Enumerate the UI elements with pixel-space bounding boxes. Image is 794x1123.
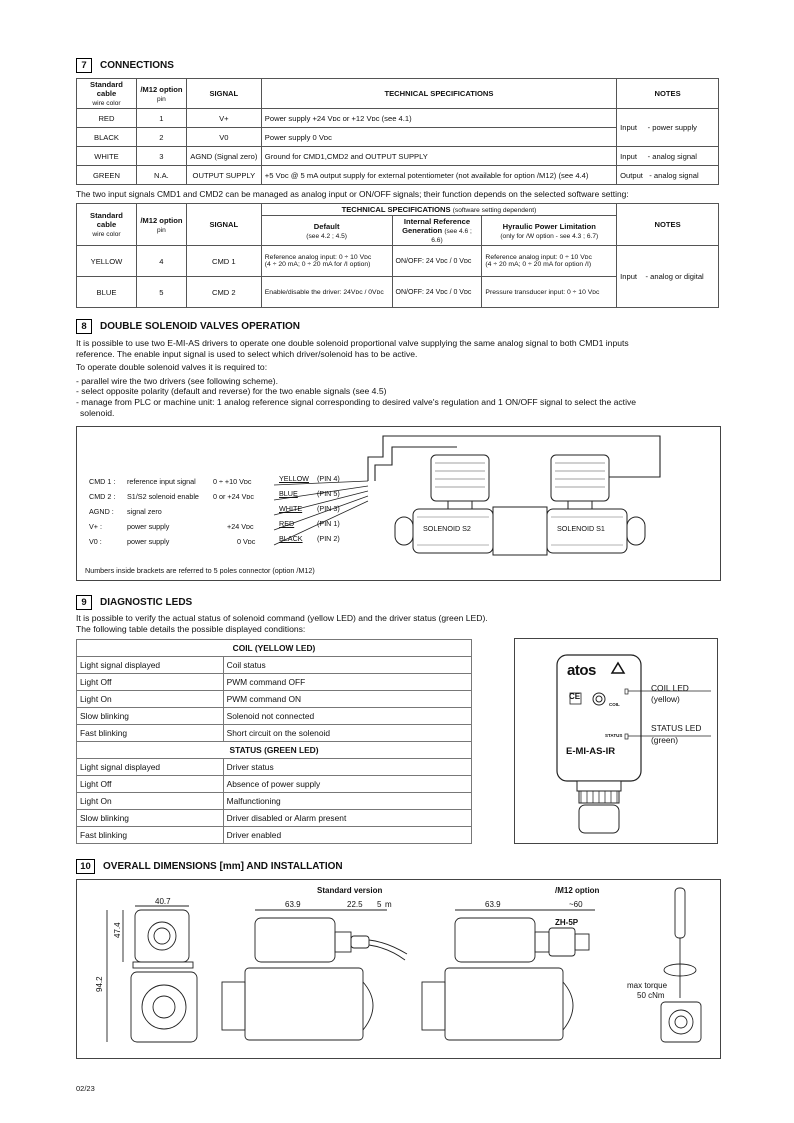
status-led-label: STATUS LED [651, 723, 702, 733]
table-row: Light Off Absence of power supply [77, 776, 472, 793]
table-row [77, 147, 719, 166]
table-row: Light signal displayed Driver status [77, 759, 472, 776]
table-row: Slow blinking Driver disabled or Alarm present [77, 810, 472, 827]
status-led-color: (green) [651, 735, 678, 745]
dim-60: ~60 [569, 900, 583, 909]
coil-header: COIL (YELLOW LED) [77, 640, 472, 657]
cell-signal: OUTPUT SUPPLY [186, 166, 261, 185]
dim-63-9-m12: 63.9 [485, 900, 501, 909]
table-row: Fast blinking Driver enabled [77, 827, 472, 844]
list-item: CMD 2 : S1/S2 solenoid enable 0 or +24 Vᴅᴄ BLUE (PIN 5) [89, 489, 340, 501]
torque-label: max torque [627, 981, 668, 990]
section-number: 7 [76, 58, 92, 73]
header-signal: SIGNAL [186, 204, 261, 246]
cell-color: WHITE [77, 147, 137, 166]
dim-63-9-standard: 63.9 [285, 900, 301, 909]
model-label: E-MI-AS-IR [566, 746, 616, 757]
header-wire-color: Standard cable wire color [77, 204, 137, 246]
section-number: 8 [76, 319, 92, 334]
cell-note: Input - analog signal [617, 147, 719, 166]
header-signal: SIGNAL [186, 79, 261, 109]
standard-version-title: Standard version [317, 886, 383, 895]
cell-signal: AGND (Signal zero) [186, 147, 261, 166]
cell-pin: 3 [136, 147, 186, 166]
header-wire-color: Standard cable wire color [77, 79, 137, 109]
table-row: Light On Malfunctioning [77, 793, 472, 810]
dim-height-94: 94.2 [95, 976, 104, 992]
section-title: DIAGNOSTIC LEDS [100, 597, 193, 608]
header-tech-specs: TECHNICAL SPECIFICATIONS (software setting dependent) [261, 204, 616, 216]
section-title: CONNECTIONS [100, 60, 174, 71]
dim-5-unit: m [385, 900, 392, 909]
coil-led-color: (yellow) [651, 694, 680, 704]
cell-color: BLACK [77, 128, 137, 147]
cell-spec: +5 Vᴅᴄ @ 5 mA output supply for external potentiometer (not available for option /M12) (see 4.4) [261, 166, 616, 185]
table-row: BLUE 5 CMD 2 Enable/disable the driver: 24Vᴅᴄ / 0Vᴅᴄ ON/OFF: 24 Vᴅᴄ / 0 Vᴅᴄ Pressure transducer input: 0 ÷ 10 Vᴅᴄ [77, 277, 719, 308]
section-8-heading [76, 319, 300, 334]
cell-pin: N.A. [136, 166, 186, 185]
dim-width: 40.7 [155, 897, 171, 906]
cell-note: Output - analog signal [617, 166, 719, 185]
m12-option-title: /M12 option [555, 886, 600, 895]
solenoid-s2-label: SOLENOID S2 [423, 524, 471, 533]
cell-spec: Power supply 0 Vᴅᴄ [261, 128, 616, 147]
header-tech-specs: TECHNICAL SPECIFICATIONS [261, 79, 616, 109]
header-notes: NOTES [617, 79, 719, 109]
cell-pin: 2 [136, 128, 186, 147]
table-row [77, 109, 719, 128]
connector-label: ZH-5P [555, 918, 579, 927]
dim-5: 5 [377, 900, 382, 909]
section-number: 10 [76, 859, 95, 874]
header-internal-reference: Internal Reference Generation (see 4.6 ; 6.6) [392, 216, 482, 246]
coil-led-label: COIL LED [651, 683, 689, 693]
cell-note: Input - analog or digital [617, 246, 719, 308]
list-item: V0 : power supply 0 Vᴅᴄ BLACK (PIN 2) [89, 534, 340, 546]
scheme-footnote: Numbers inside brackets are referred to 5 poles connector (option /M12) [85, 566, 315, 575]
dim-22-5: 22.5 [347, 900, 363, 909]
ce-mark: CE [569, 692, 581, 701]
page-number: 02/23 [76, 1084, 95, 1093]
section-9-heading [76, 595, 192, 610]
double-solenoid-scheme [76, 426, 721, 581]
solenoid-s1-label: SOLENOID S1 [557, 524, 605, 533]
cell-color: RED [77, 109, 137, 128]
dim-height-47: 47.4 [113, 922, 122, 938]
dimensions-drawing [76, 879, 721, 1059]
header-default: Default (see 4.2 ; 4.5) [261, 216, 392, 246]
section-10-heading [76, 859, 343, 874]
table-row: Light signal displayed Coil status [77, 657, 472, 674]
cell-signal: V0 [186, 128, 261, 147]
cmd-intro-text: The two input signals CMD1 and CMD2 can be managed as analog input or ON/OFF signals; their function depends on the selected software setting: [76, 189, 629, 199]
torque-value: 50 cNm [637, 991, 665, 1000]
table-row: YELLOW 4 CMD 1 Reference analog input: 0 ÷ 10 Vᴅᴄ (4 ÷ 20 mA; 0 ÷ 20 mA for /I option) ON/OFF: 24 Vᴅᴄ / 0 Vᴅᴄ Reference analog input: 0 ÷ 10 Vᴅᴄ (4 ÷ 20 mA; 0 ÷ 20 mA for option /I) Input - analog or digital [77, 246, 719, 277]
table-row: Light Off PWM command OFF [77, 674, 472, 691]
section-title: DOUBLE SOLENOID VALVES OPERATION [100, 321, 301, 332]
header-notes: NOTES [617, 204, 719, 246]
section-number: 9 [76, 595, 92, 610]
header-pin: /M12 option pin [136, 204, 186, 246]
section-8-text: It is possible to use two E-MI-AS drivers to operate one double solenoid proportional valve supplying the same analog signal to both CMD1 inputs reference. The enable input signal is used to select which driver/solenoid has to be active. To operate double solenoid valves it is required to: - parallel wire the two drivers (see following scheme). - select opposite polarity (default and reverse) for the two enable signals (see 4.5) - manage from PLC or machine unit: 1 analog reference signal corresponding to desired valve's regulation and 1 ON/OFF signal to select the active solenoid. [76, 338, 637, 418]
list-item: AGND : signal zero WHITE (PIN 3) [89, 504, 340, 516]
cell-signal: V+ [186, 109, 261, 128]
cell-pin: 1 [136, 109, 186, 128]
section-title: OVERALL DIMENSIONS [mm] AND INSTALLATION [103, 861, 343, 872]
connections-table [76, 78, 719, 185]
cell-note: Input - power supply [617, 109, 719, 147]
table-row: Slow blinking Solenoid not connected [77, 708, 472, 725]
device-illustration [514, 638, 718, 844]
table-row: Fast blinking Short circuit on the solenoid [77, 725, 472, 742]
scheme-signal-list [89, 474, 369, 552]
cell-spec: Power supply +24 Vᴅᴄ or +12 Vᴅᴄ (see 4.1) [261, 109, 616, 128]
section-9-text: It is possible to verify the actual status of solenoid command (yellow LED) and the driver status (green LED). The following table details the possible displayed conditions: [76, 613, 488, 634]
header-pin: /M12 option pin [136, 79, 186, 109]
cell-color: GREEN [77, 166, 137, 185]
header-power-limitation: Hyraulic Power Limitation (only for /W option - see 4.3 ; 6.7) [482, 216, 617, 246]
list-item: CMD 1 : reference input signal 0 ÷ +10 Vᴅᴄ YELLOW (PIN 4) [89, 474, 340, 486]
cell-spec: Ground for CMD1,CMD2 and OUTPUT SUPPLY [261, 147, 616, 166]
list-item: V+ : power supply +24 Vᴅᴄ RED (PIN 1) [89, 519, 340, 531]
coil-mark: COIL [609, 702, 620, 707]
section-7-heading [76, 58, 174, 73]
brand-logo: atos [567, 662, 596, 679]
status-header: STATUS (GREEN LED) [77, 742, 472, 759]
table-row [77, 166, 719, 185]
status-mark: STATUS [605, 733, 623, 738]
cmd-table [76, 203, 719, 308]
table-row: Light On PWM command ON [77, 691, 472, 708]
led-table [76, 639, 472, 844]
